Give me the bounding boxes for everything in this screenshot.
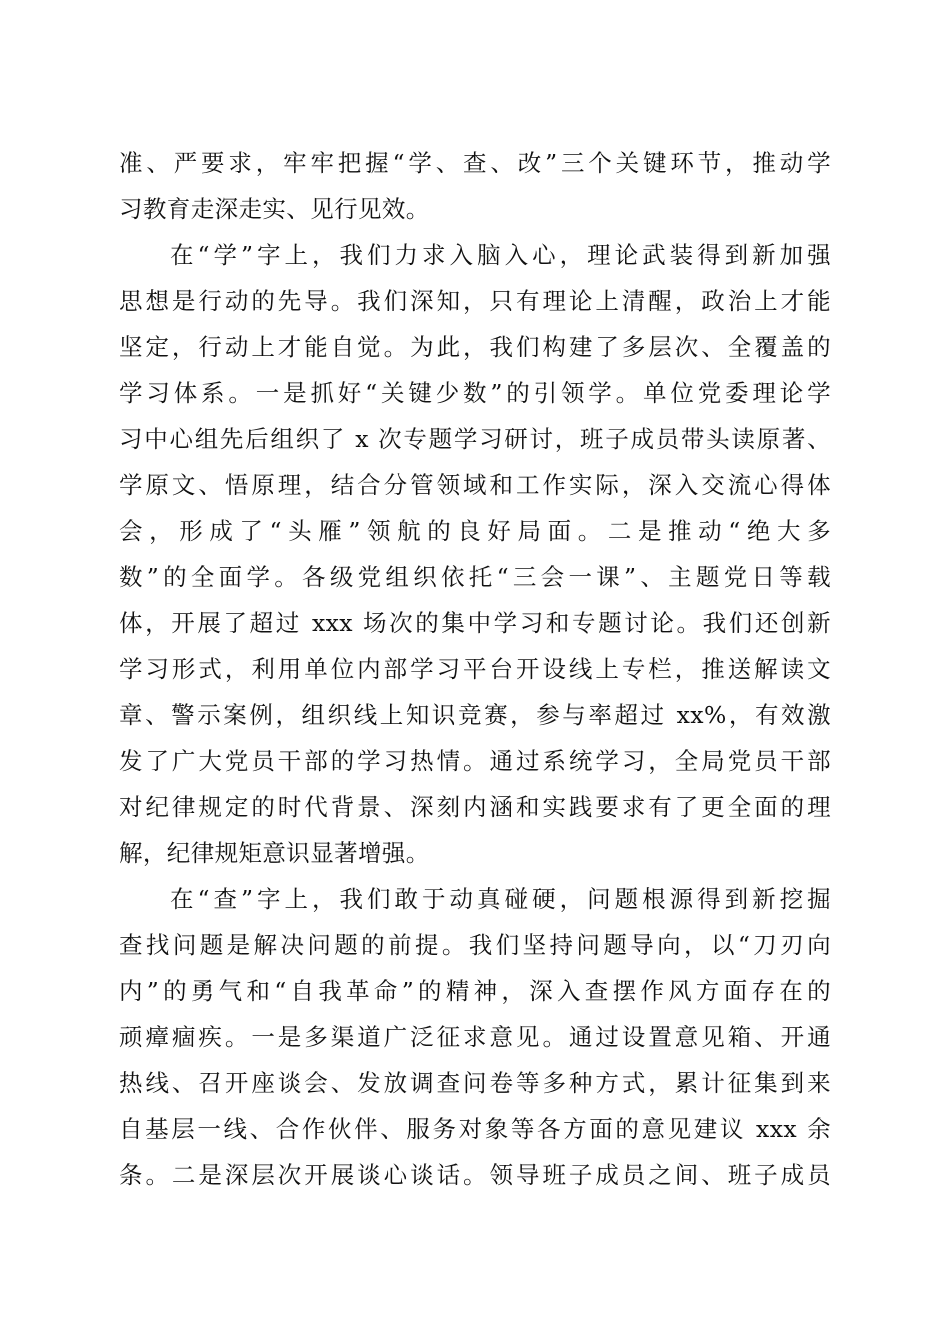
text-line: 思想是行动的先导。我们深知，只有理论上清醒，政治上才能 xyxy=(119,287,831,315)
text-line: 热线、召开座谈会、发放调查问卷等多种方式，累计征集到来 xyxy=(119,1069,831,1097)
text-line: 查找问题是解决问题的前提。我们坚持问题导向，以“刀刃向 xyxy=(119,931,831,959)
text-line: 学习体系。一是抓好“关键少数”的引领学。单位党委理论学 xyxy=(119,379,831,407)
text-line: 发了广大党员干部的学习热情。通过系统学习，全局党员干部 xyxy=(119,747,831,775)
text-line: 内”的勇气和“自我革命”的精神，深入查摆作风方面存在的 xyxy=(119,977,831,1005)
body-text xyxy=(119,140,831,1198)
text-line: 顽瘴痼疾。一是多渠道广泛征求意见。通过设置意见箱、开通 xyxy=(119,1023,831,1051)
text-line: 自基层一线、合作伙伴、服务对象等各方面的意见建议 xxx 余 xyxy=(119,1115,831,1143)
text-line: 条。二是深层次开展谈心谈话。领导班子成员之间、班子成员 xyxy=(119,1161,831,1189)
text-line: 坚定，行动上才能自觉。为此，我们构建了多层次、全覆盖的 xyxy=(119,333,831,361)
text-line: 习教育走深走实、见行见效。 xyxy=(119,195,430,223)
section-heading-line: 在“学”字上，我们力求入脑入心，理论武装得到新加强 xyxy=(170,241,831,269)
text-line: 解，纪律规矩意识显著增强。 xyxy=(119,839,430,867)
text-line: 习中心组先后组织了 x 次专题学习研讨，班子成员带头读原著、 xyxy=(119,425,831,453)
text-line: 体，开展了超过 xxx 场次的集中学习和专题讨论。我们还创新 xyxy=(119,609,831,637)
text-line: 对纪律规定的时代背景、深刻内涵和实践要求有了更全面的理 xyxy=(119,793,831,821)
text-line: 准、严要求，牢牢把握“学、查、改”三个关键环节，推动学 xyxy=(119,149,831,177)
text-line: 学习形式，利用单位内部学习平台开设线上专栏，推送解读文 xyxy=(119,655,831,683)
text-line: 学原文、悟原理，结合分管领域和工作实际，深入交流心得体 xyxy=(119,471,831,499)
text-line: 会，形成了“头雁”领航的良好局面。二是推动“绝大多 xyxy=(119,517,831,545)
text-line: 章、警示案例，组织线上知识竞赛，参与率超过 xx%，有效激 xyxy=(119,701,831,729)
text-line: 数”的全面学。各级党组织依托“三会一课”、主题党日等载 xyxy=(119,563,831,591)
section-heading-line: 在“查”字上，我们敢于动真碰硬，问题根源得到新挖掘 xyxy=(170,885,831,913)
